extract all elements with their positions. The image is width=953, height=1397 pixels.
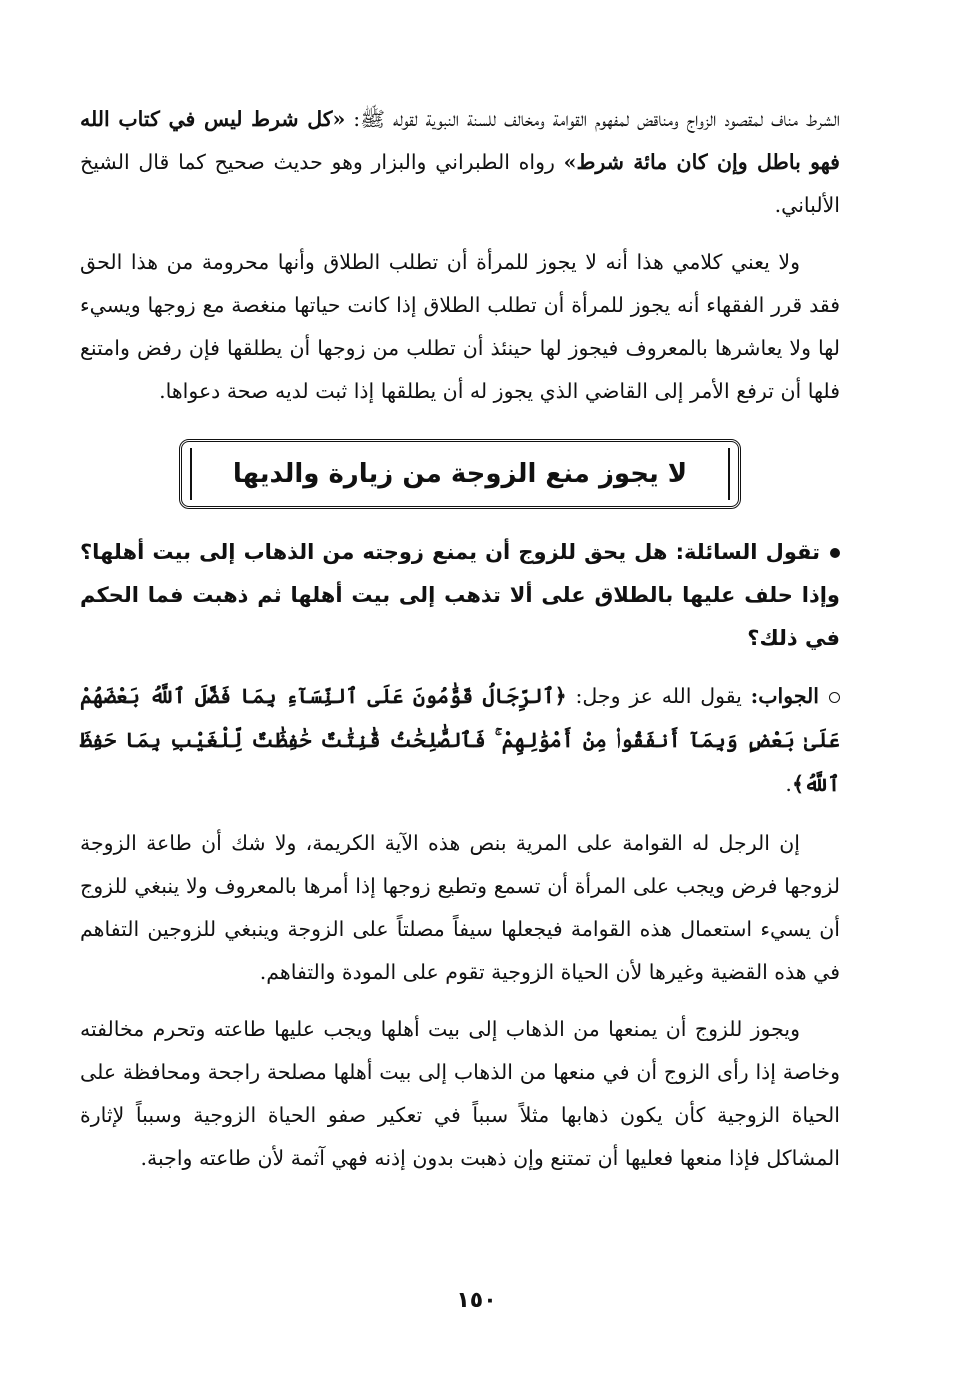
chapter-title: لا يجوز منع الزوجة من زيارة والديها	[232, 459, 688, 489]
question-text: تقول السائلة: هل يحق للزوج أن يمنع زوجته من الذهاب إلى بيت أهلها؟ وإذا حلف عليها بالطلاق على ألا تذهب إلى بيت أهلها ثم ذهبت فما الحكم في ذلك؟	[80, 540, 840, 650]
answer-block	[80, 674, 840, 806]
paragraph-visiting-family: ويجوز للزوج أن يمنعها من الذهاب إلى بيت أهلها ويجب عليها طاعته وتحرم مخالفته وخاصة إذا رأى الزوج أن في منعها من الذهاب إلى بيت أهلها مصلحة راجحة ومحافظة على الحياة الزوجية كأن يكون ذهابها مثلاً سبباً في تعكير صفو الحياة الزوجية وسبباً لإثارة المشاكل فإذا منعها فعليها أن تمتنع وإن ذهبت بدون إذنه فهي آثمة لأن طاعته واجبة.	[80, 1017, 840, 1170]
hadith-quote: «كل شرط ليس في كتاب الله فهو باطل وإن كان مائة شرط»	[80, 107, 840, 174]
paragraph-divorce-right: ولا يعني كلامي هذا أنه لا يجوز للمرأة أن تطلب الطلاق وأنها محرومة من هذا الحق فقد قرر الفقهاء أنه يجوز للمرأة أن تطلب الطلاق إذا كانت حياتها منغصة مع زوجها ويسيء لها ولا يعاشرها بالمعروف فيجوز لها حينئذ أن تطلب من زوجها أن يطلقها فإن رفض وامتنع فلها أن ترفع الأمر إلى القاضي الذي يجوز له أن يطلقها إذا ثبت لديه صحة دعواها.	[80, 250, 840, 403]
paragraph-text: رواه الطبراني والبزار وهو حديث صحيح كما قال الشيخ الألباني.	[80, 150, 840, 217]
filled-circle-bullet-icon	[830, 548, 840, 558]
answer-label: الجواب:	[750, 684, 819, 708]
answer-end: .	[785, 772, 792, 796]
quran-verse: ﴿ٱلرِّجَالُ قَوَّٰمُونَ عَلَى ٱلنِّسَآءِ بِمَا فَضَّلَ ٱللَّهُ بَعْضَهُمْ عَلَىٰ بَعْضٍ وَبِمَآ أَنفَقُوا۟ مِنْ أَمْوَٰلِهِمْ ۚ فَٱلصَّٰلِحَٰتُ قَٰنِتَٰتٌ حَٰفِظَٰتٌ لِّلْغَيْبِ بِمَا حَفِظَ ٱللَّهُ﴾	[80, 684, 840, 796]
page-content	[80, 98, 840, 1194]
paragraph-condition-ruling	[80, 98, 840, 227]
question-block	[80, 531, 840, 660]
answer-intro: يقول الله عز وجل:	[566, 684, 751, 708]
hollow-circle-bullet-icon	[829, 692, 840, 703]
page-number: ١٥٠	[456, 1288, 497, 1313]
paragraph-text: الشرط مناف لمقصود الزواج ومناقض لمفهوم القوامة ومخالف للسنة النبوية لقوله ﷺ:	[345, 107, 840, 131]
chapter-heading-box	[179, 439, 741, 509]
paragraph-qiwama: إن الرجل له القوامة على المرية بنص هذه الآية الكريمة، ولا شك أن طاعة الزوجة لزوجها فرض ويجب على المرأة أن تسمع وتطيع زوجها إذا أمرها بالمعروف ولا ينبغي للزوج أن يسيء استعمال هذه القوامة فيجعلها سيفاً مصلتاً على الزوجة وينبغي للزوجين التفاهم في هذه القضية وغيرها لأن الحياة الزوجية تقوم على المودة والتفاهم.	[80, 831, 840, 984]
